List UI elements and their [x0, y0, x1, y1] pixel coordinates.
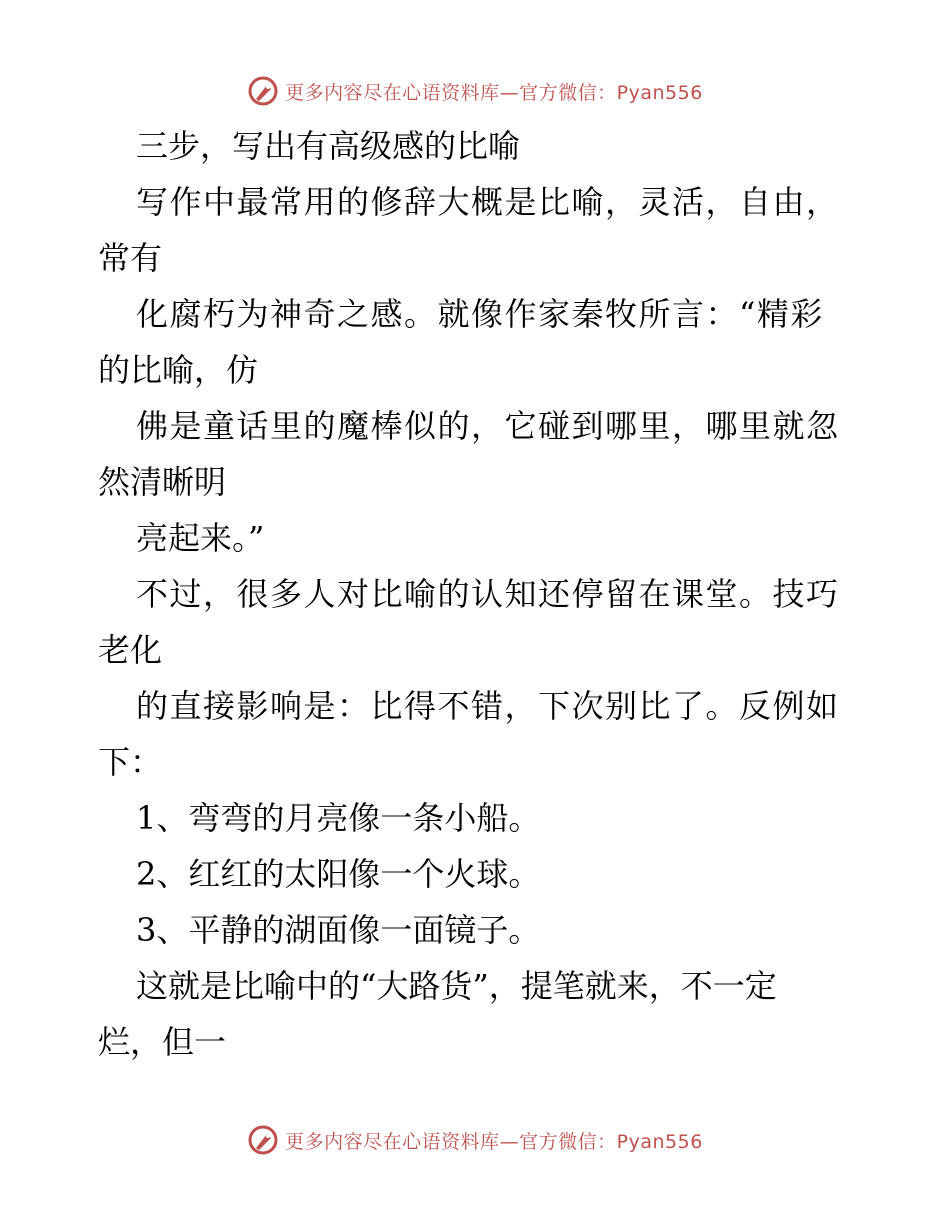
paragraph-line: 烂，但一: [98, 1023, 227, 1061]
paragraph-line: 亮起来。”: [136, 519, 265, 557]
paragraph-line: 化腐朽为神奇之感。就像作家秦牧所言：“精彩: [136, 295, 824, 333]
pen-nib-logo-icon: [247, 1124, 279, 1156]
paragraph-line: 然清晰明: [98, 463, 227, 501]
list-item: 3、平静的湖面像一面镜子。: [136, 911, 541, 949]
paragraph-line: 老化: [98, 631, 163, 669]
pen-nib-logo-icon: [247, 75, 279, 107]
paragraph-line: 佛是童话里的魔棒似的，它碰到哪里，哪里就忽: [136, 407, 840, 445]
paragraph-line: 写作中最常用的修辞大概是比喻，灵活，自由，: [136, 183, 840, 221]
paragraph-line: 不过，很多人对比喻的认知还停留在课堂。技巧: [136, 575, 840, 613]
list-item: 1、弯弯的月亮像一条小船。: [136, 799, 541, 837]
list-item: 2、红红的太阳像一个火球。: [136, 855, 541, 893]
paragraph-line: 的比喻，仿: [98, 351, 259, 389]
footer-banner: [0, 1120, 950, 1160]
paragraph-line: 的直接影响是：比得不错，下次别比了。反例如: [136, 687, 840, 725]
paragraph-line: 这就是比喻中的“大路货”，提笔就来，不一定: [136, 967, 777, 1005]
paragraph-line: 下：: [98, 743, 163, 781]
paragraph-line: 常有: [98, 239, 163, 277]
section-heading: 三步，写出有高级感的比喻: [136, 127, 521, 165]
footer-banner-text: 更多内容尽在心语资料库—官方微信：Pyan556: [285, 1130, 703, 1153]
header-banner-text: 更多内容尽在心语资料库—官方微信：Pyan556: [285, 81, 703, 104]
document-body: [98, 118, 858, 1070]
header-banner: [0, 71, 950, 111]
